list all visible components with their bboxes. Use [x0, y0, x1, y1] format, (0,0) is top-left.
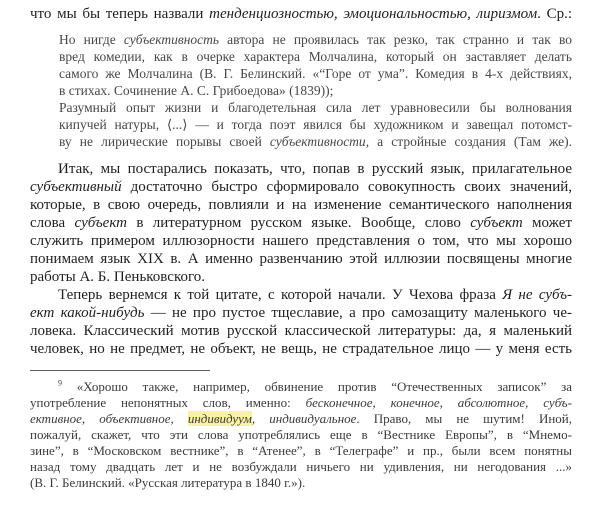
paragraph-itak [30, 160, 572, 286]
text-segment: которые, в свою очередь, повлияли и на изменение семантического наполнения [30, 197, 572, 213]
text-segment: ву не лирические порывы своей [59, 134, 270, 149]
text-segment: что мы бы теперь назвали [30, 6, 210, 22]
footnote-marker: 9 [58, 378, 63, 388]
text-line [59, 48, 572, 65]
text-segment: , а стройные создания (Там же). [365, 134, 572, 149]
text-line [30, 443, 572, 459]
text-segment: тенденциозностью, эмоциональностью, лиризмом [209, 6, 538, 22]
text-line [30, 459, 572, 475]
text-line [30, 304, 572, 322]
text-segment: работы А. Б. Пеньковского. [30, 269, 206, 285]
text-segment: субъективности [269, 134, 366, 149]
highlighted-word: индивидуум [187, 411, 252, 426]
text-line [30, 427, 572, 443]
text-segment: «Хорошо также, например, обвинение против “Отечественных записок” за [62, 379, 572, 394]
text-segment: человек, но не предмет, не объект, не вещь, не страдательное лицо — у меня есть [30, 341, 572, 357]
footnote-9 [30, 379, 572, 491]
footnote-separator [30, 370, 210, 371]
text-segment: в стихах. Сочинение А. С. Грибоедова» (1839)); [59, 83, 334, 98]
text-line [59, 116, 572, 133]
text-segment: бесконечное, конечное, абсолютное, субъ- [305, 395, 572, 410]
text-segment: служить примером иллюзорности нашего представления о том, что мы хорошо [30, 233, 572, 249]
text-segment: Я не субъ- [502, 287, 573, 303]
text-line [30, 395, 572, 411]
text-segment: кипучей натуры, ⟨...⟩ — и тогда поэт явился бы художником и завещал потомст- [59, 117, 572, 132]
block-quote [59, 31, 572, 150]
text-line [30, 322, 572, 340]
text-segment: Но нигде [59, 32, 124, 47]
text-segment: субъективный [30, 179, 122, 195]
text-line [59, 65, 572, 82]
text-segment: употребление непонятных слов, именно: [30, 395, 306, 410]
text-segment: субъективность [123, 32, 220, 47]
text-line [59, 31, 572, 48]
text-segment: пожалуй, скажет, что эти слова употреблялись еще в “Вестнике Европы”, в “Мнемо- [30, 427, 572, 442]
text-line [30, 232, 572, 250]
text-segment: . Ср.: [537, 6, 573, 22]
text-line [59, 99, 572, 116]
text-segment: ловека. Классический мотив русской классической литературы: да, я маленький [30, 323, 572, 339]
text-segment: ективное, объективное, [30, 411, 188, 426]
text-segment: , [251, 411, 270, 426]
text-segment: автора не проявилась так резко, так странно и так во [219, 32, 572, 47]
intro-line [30, 5, 572, 24]
text-line [30, 196, 572, 214]
text-line [59, 82, 572, 99]
text-segment: может [522, 215, 573, 231]
text-segment: Теперь вернемся к той цитате, с которой начали. У Чехова фраза [58, 287, 503, 303]
paragraph-teper [30, 286, 572, 358]
text-line [30, 379, 572, 395]
text-segment: вред комедии, как в очерке характера Молчалина, который он заставляет делать [59, 49, 572, 64]
text-segment: в литературном русском языке. Вообще, слово [127, 215, 471, 231]
text-segment: Разумный опыт жизни и благодетельная сила лет уравновесили бы волнования [59, 100, 572, 115]
text-segment: индивидуальное [269, 411, 357, 426]
text-segment: зине”, в “Московском вестнике”, в “Атенее”, в “Телеграфе” и пр., были всем понятны [30, 443, 572, 458]
text-segment: субъект [470, 215, 523, 231]
text-segment: самого же Молчалина (В. Г. Белинский. «“Горе от ума”. Комедия в 4-х действиях, [59, 66, 572, 81]
text-line [30, 268, 572, 286]
text-line [30, 286, 572, 304]
text-segment: (В. Г. Белинский. «Русская литература в 1840 г.»). [30, 475, 306, 490]
text-line [30, 411, 572, 427]
text-segment: понимаем язык XIX в. А именно развенчанию этой иллюзии посвящены многие [30, 251, 572, 267]
text-line [59, 133, 572, 150]
text-segment: . Право, мы не шутим! Иной, [356, 411, 573, 426]
text-line [30, 340, 572, 358]
text-line [30, 178, 572, 196]
text-segment: назад тому двадцать лет и не возбуждали ничьего ни удивления, ни негодования ...» [30, 459, 572, 474]
text-segment: слова [30, 215, 75, 231]
text-segment: субъект [74, 215, 127, 231]
text-line [30, 250, 572, 268]
text-line [30, 214, 572, 232]
text-line [30, 5, 572, 24]
text-segment: Итак, мы постарались показать, что, попав в русский язык, прилагательное [58, 161, 572, 177]
text-segment: достаточно быстро сформировало совокупность своих значений, [121, 179, 572, 195]
text-segment: — не про пустое тщеславие, а про самозащиту маленького че- [144, 305, 572, 321]
text-line [30, 475, 572, 491]
text-segment: ект какой-нибудь [30, 305, 145, 321]
text-line [30, 160, 572, 178]
